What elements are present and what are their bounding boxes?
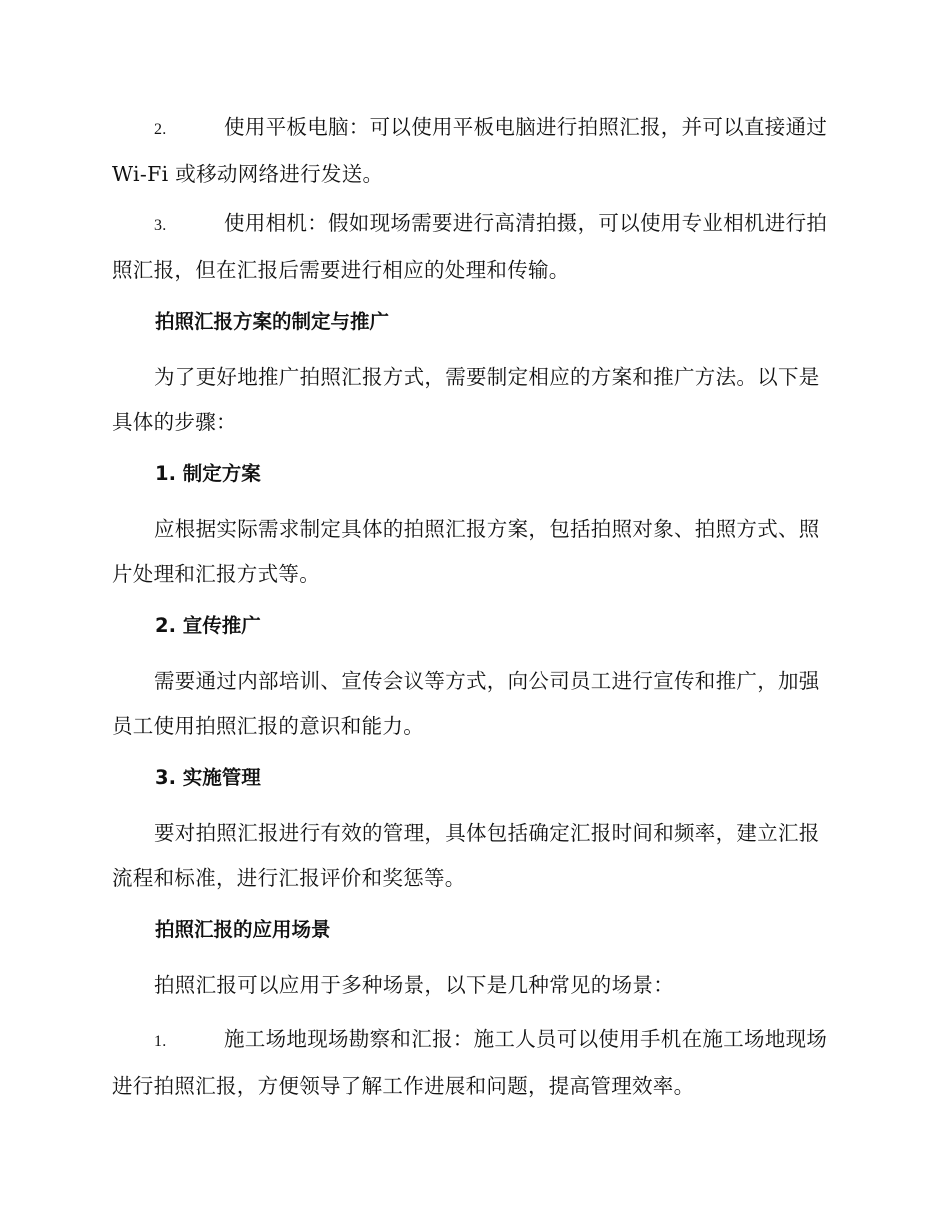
list-text: 使用相机：假如现场需要进行高清拍摄，可以使用专业相机进行拍照汇报，但在汇报后需要进行相应的处理和传输。 — [112, 211, 828, 282]
paragraph: 要对拍照汇报进行有效的管理，具体包括确定汇报时间和频率，建立汇报流程和标准，进行汇报评价和奖惩等。 — [112, 821, 820, 890]
list-text: 使用平板电脑：可以使用平板电脑进行拍照汇报，并可以直接通过 Wi-Fi 或移动网络进行发送。 — [112, 115, 828, 186]
paragraph: 需要通过内部培训、宣传会议等方式，向公司员工进行宣传和推广，加强员工使用拍照汇报的意识和能力。 — [112, 669, 820, 738]
list-item — [112, 1017, 832, 1109]
list-number: 2. — [154, 121, 167, 138]
paragraph: 拍照汇报可以应用于多种场景，以下是几种常见的场景： — [154, 973, 674, 997]
step-heading: 2. 宣传推广 — [155, 614, 261, 637]
list-number: 1. — [154, 1033, 167, 1050]
list-item — [112, 201, 832, 293]
step-heading: 1. 制定方案 — [155, 462, 261, 485]
paragraph: 为了更好地推广拍照汇报方式，需要制定相应的方案和推广方法。以下是具体的步骤： — [112, 365, 820, 434]
step-heading: 3. 实施管理 — [155, 766, 261, 789]
list-item — [112, 105, 832, 197]
paragraph: 应根据实际需求制定具体的拍照汇报方案，包括拍照对象、拍照方式、照片处理和汇报方式等。 — [112, 517, 820, 586]
list-text: 施工场地现场勘察和汇报：施工人员可以使用手机在施工场地现场进行拍照汇报，方便领导了解工作进展和问题，提高管理效率。 — [112, 1027, 828, 1098]
section-heading: 拍照汇报的应用场景 — [155, 918, 331, 941]
list-number: 3. — [154, 217, 167, 234]
section-heading: 拍照汇报方案的制定与推广 — [155, 310, 390, 333]
